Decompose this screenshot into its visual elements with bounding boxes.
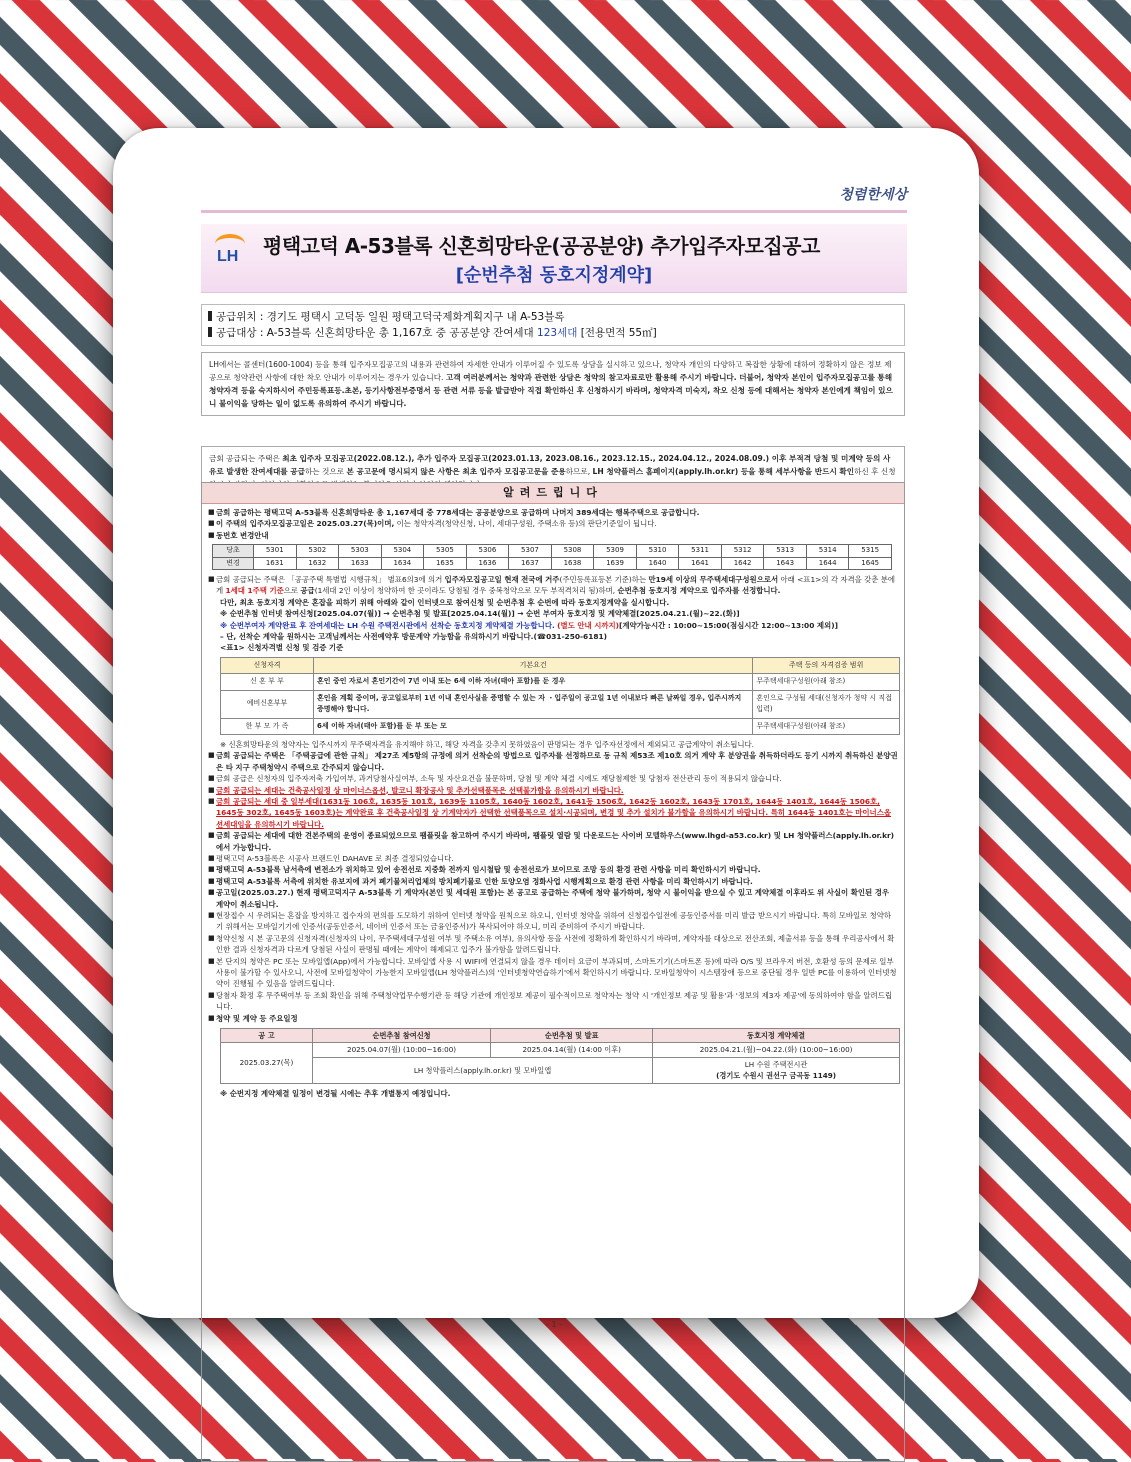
notice2-bold: 본 공고문에 명시되지 않은 사항은 최초 입주자 모집공고문을 준용 — [346, 467, 566, 476]
table-cell: 5302 — [296, 545, 339, 557]
table-cell: 5311 — [679, 545, 722, 557]
supply-target-area: [전용면적 55㎡] — [580, 327, 657, 339]
notice2-text: 금회 공급되는 주택은 — [209, 454, 280, 463]
table-header-cell: 당초 — [213, 545, 254, 557]
list-item: ■ 금회 공급되는 주택은 「공공주택 특별법 시행규칙」 별표6의3에 의거 입주자모집공고일 현재 전국에 거주(주민등록표등본 기준)하는 만19세 이상의 무주택세대구성원으로서 아래 <표1>의 각 자격을 갖춘 분에게 1세대 1주택 기준으로 공급(1세대 2인 이상이 청약하여 한 곳이라도 당첨될 경우 중복청약으로 모두 부적격처리 됨)하며, 순번추첨 동호지정 계약으로 입주자를 선정합니다. — [208, 575, 895, 596]
list-item: ■ 현장접수 시 우려되는 혼잡을 방지하고 접수자의 편의를 도모하기 위하여 인터넷 청약을 원칙으로 하오니, 인터넷 청약을 위하여 신청접수일전에 공동인증서를 미리 발급 받으시기 바랍니다. 특히 모바일로 청약하기 위해서는 모바일기기에 인증서(공동인증서, 네이버 인증서 또는 금융인증서)가 복사되어야 하오니, 미리 준비하여 주시기 바랍니다. — [208, 911, 892, 932]
table-header-cell: 주택 등의 자격검증 범위 — [753, 657, 900, 673]
notice1-text: LH에서는 콜센터(1600-1004) 등을 통해 입주자모집공고의 내용과 관련하여 자세한 안내가 이루어질 수 있도록 상담을 실시하고 있으나, 청약자 개인의 다양하고 복잡한 상황에 대하여 정확하지 않은 정보 제공으로 청약관련 사항에 대한 착오 안내가 이루어지는 경우가 있습니다. — [209, 360, 892, 382]
table-cell: 5305 — [424, 545, 467, 557]
table-cell: 1643 — [764, 557, 807, 569]
table-cell: 1641 — [679, 557, 722, 569]
table-cell: 1631 — [254, 557, 297, 569]
list-item: ■ 금회 공급은 신청자의 입주자저축 가입여부, 과거당첨사실여부, 소득 및 자산요건을 불문하며, 당첨 및 계약 체결 시에도 재당첨제한 및 당첨자 전산관리 등이 적용되지 않습니다. — [208, 774, 782, 784]
table-cell: 1645 — [849, 557, 892, 569]
consultation-notice — [201, 352, 905, 416]
table-cell: 5303 — [339, 545, 382, 557]
table-cell: 5313 — [764, 545, 807, 557]
page-subtitle: [순번추첨 동호지정계약] — [455, 265, 653, 286]
eligibility-table — [220, 657, 900, 735]
supply-location: 공급위치 : 경기도 평택시 고덕동 일원 평택고덕국제화계획지구 내 A-53블록 — [216, 311, 565, 323]
table-row: LH 청약플러스(apply.lh.or.kr) 및 모바일앱 LH 수원 주택전시관 (경기도 수원시 권선구 금곡동 1149) — [221, 1057, 900, 1083]
table-header-cell: 동호지정 계약체결 — [653, 1029, 900, 1043]
list-item: – 단, 선착순 계약을 원하시는 고객님께서는 사전예약후 방문계약 가능함을 유의하시기 바랍니다.(☎031-250-6181) — [220, 632, 607, 642]
list-item: ■ 평택고덕 A-53블록 남서측에 변전소가 위치하고 있어 송전선로 지중화 전까지 임시철탑 및 송전선로가 보이므로 조망 등의 환경 관련 사항을 미리 확인하시기 바랍니다. — [208, 865, 761, 875]
list-item: ■ 청약신청 시 본 공고문의 신청자격(신청자의 나이, 무주택세대구성원 여부 및 주택소유 여부), 유의사항 등을 사전에 정확하게 확인하시기 바라며, 계약자를 대상으로 전산조회, 제출서류 등을 통해 우리공사에서 확인한 결과 신청자격과 다르게 당첨된 사실이 판명될 때에는 계약이 해제되고 입주가 불가함을 알려드립니다. — [208, 933, 895, 955]
table-header-cell: 변경 — [213, 557, 254, 569]
supply-summary — [201, 304, 905, 346]
brand-logo: 청렴한세상 — [839, 187, 907, 203]
list-item: ■ 금회 공급하는 평택고덕 A-53블록 신혼희망타운 총 1,167세대 중 778세대는 공공분양으로 공급하며 나머지 389세대는 행복주택으로 공급합니다. — [208, 508, 700, 517]
table-cell: 1633 — [339, 557, 382, 569]
list-item: ■ 금회 공급되는 세대 중 일부세대(1631동 106호, 1635동 101호, 1639동 1105호, 1640동 1602호, 1641동 1506호, 1642동 1602호, 1643동 1701호, 1644동 1401호, 1644동 1506호, 1645동 302호, 1645동 1603호)는 계약완료 후 건축공사일정 상 기계약자가 선택한 선택품목으로 설치·시공되며, 변경 및 추가 설치가 불가함을 유의하시기 바랍니다. 특히 1644동 1401호는 마이너스옵션세대임을 유의하시기 바랍니다. — [208, 796, 891, 829]
table-header-cell: 순번추첨 및 발표 — [491, 1029, 653, 1043]
list-item: ■ 금회 공급되는 세대는 건축공사일정 상 마이너스옵션, 발코니 확장공사 및 추가선택품목은 선택불가함을 유의하시기 바랍니다. — [208, 785, 624, 795]
notice2-text: 하므로, — [565, 467, 591, 476]
table-cell: 1632 — [296, 557, 339, 569]
table-row: 한 부 모 가 족 6세 이하 자녀(태아 포함)를 둔 부 또는 모 무주택세대구성원(아래 참조) — [221, 718, 900, 734]
dong-number-table — [212, 544, 892, 570]
table-cell: 1642 — [721, 557, 764, 569]
table-cell: 1640 — [636, 557, 679, 569]
list-item: ■ 평택고덕 A-53블록 서측에 위치한 유보지에 과거 폐기물처리업체의 방치폐기물로 인한 토양오염 정화사업 시행계획으로 환경 관련 사항을 미리 확인하시기 바랍니다. — [208, 876, 753, 886]
table-cell: 5304 — [381, 545, 424, 557]
list-item: ■ 평택고덕 A-53블록은 시공사 브랜드인 DAHAVE 로 최종 결정되었습니다. — [208, 853, 454, 863]
list-item: ■ 공고일(2025.03.27.) 현재 평택고덕지구 A-53블록 기 계약자(본인 및 세대원 포함)는 본 공고로 공급하는 주택에 청약 불가하며, 청약 시 불이익을 받으실 수 있고 계약체결 이후라도 위 사실이 확인된 경우 계약이 취소됩니다. — [208, 888, 890, 909]
table-cell: 1635 — [424, 557, 467, 569]
table-row: 신 혼 부 부 혼인 중인 자로서 혼인기간이 7년 이내 또는 6세 이하 자녀(태아 포함)를 둔 경우 무주택세대구성원(아래 참조) — [221, 674, 900, 690]
table-header-cell: 기본요건 — [314, 657, 753, 673]
notice2-text: 하신 후 신청 — [854, 467, 896, 476]
table-cell: 5307 — [509, 545, 552, 557]
table-cell: 1636 — [466, 557, 509, 569]
notice2-text: 하는 것으로 — [304, 467, 345, 476]
notice2-bold: LH 청약플러스 홈페이지(apply.lh.or.kr) 등을 통해 세부사항을 반드시 확인 — [592, 467, 855, 476]
document-card — [113, 128, 979, 1329]
supply-target: 공급대상 : A-53블록 신혼희망타운 총 1,167호 중 공공분양 잔여세대 — [216, 327, 534, 339]
list-item: ※ 신혼희망타운의 청약자는 입주시까지 무주택자격을 유지해야 하고, 해당 자격을 갖추지 못하였음이 판명되는 경우 입주자선정에서 제외되고 공급계약이 취소됩니다. — [220, 739, 754, 749]
list-item: ■ 청약 및 계약 등 주요일정 — [208, 1013, 298, 1023]
supply-target-count: 123세대 — [537, 327, 578, 339]
table-header-cell: 신청자격 — [221, 657, 314, 673]
list-item: ※ 순번부여자 계약완료 후 잔여세대는 LH 수원 주택전시관에서 선착순 동호지정 계약체결 가능합니다. (별도 안내 시까지)[계약가능시간 : 10:00~15:00(점심시간 12:00~13:00 제외)] — [220, 620, 838, 630]
table-cell: 1638 — [551, 557, 594, 569]
table-cell: 5306 — [466, 545, 509, 557]
list-item: ■ 본 단지의 청약은 PC 또는 모바일앱(App)에서 가능합니다. 모바일앱 사용 시 WIFI에 연결되지 않을 경우 데이터 요금이 부과되며, 스마트기기(스마트폰 등)에 따라 O/S 및 브라우저 버전, 호환성 등의 문제로 일부 사용이 불가할 수 있사오니, 사전에 모바일청약이 가능한지 모바일앱(LH 청약플러스)의 '인터넷청약연습하기'에서 확인하시기 바랍니다. 모바일청약이 시스템장애 등으로 중단될 경우 일반 PC를 이용하여 인터넷청약이 진행될 수 있음을 알려드립니다. — [208, 956, 897, 989]
inform-heading: 알려드립니다 — [202, 483, 904, 504]
table-row: 예비신혼부부 혼인을 계획 중이며, 공고일로부터 1년 이내 혼인사실을 증명할 수 있는 자 ・입주일이 공고일 1년 이내보다 빠른 날짜일 경우, 입주시까지 증명해야 합니다. 혼인으로 구성될 세대(신청자가 청약 시 직접 입력) — [221, 690, 900, 718]
table-cell: 5309 — [594, 545, 637, 557]
table-cell: 5310 — [636, 545, 679, 557]
lh-logo-icon: LH — [211, 234, 251, 268]
table-cell: 5308 — [551, 545, 594, 557]
table-cell: 1637 — [509, 557, 552, 569]
list-item: ■ 당첨자 확정 후 무주택여부 등 조회 확인을 위해 주택청약업무수행기관 등 해당 기관에 개인정보 제공이 필수적이므로 청약자는 청약 시 '개인정보 제공 및 활용'과 '정보의 제3자 제공'에 동의하여야 함을 알려드립니다. — [208, 990, 892, 1012]
list-item: ■ 금회 공급되는 세대에 대한 견본주택의 운영이 종료되었으므로 팸플릿을 참고하여 주시기 바라며, 팸플릿 열람 및 다운로드는 사이버 모델하우스(www.lhgd-a53.co.kr) 및 LH 청약플러스(apply.lh.or.kr)에서 가능합니다. — [208, 831, 895, 852]
list-item: ■ 동번호 변경안내 — [208, 530, 269, 540]
table-cell: 5312 — [721, 545, 764, 557]
page-title: 평택고덕 A-53블록 신혼희망타운(공공분양) 추가입주자모집공고 — [263, 234, 820, 258]
list-item: ※ 순번추첨 인터넷 참여신청[2025.04.07(월)] → 순번추첨 및 발표[2025.04.14(월)] → 순번 부여자 동호지정 및 계약체결[2025.04.21.(월)~22.(화)] — [220, 609, 740, 619]
schedule-table — [220, 1028, 900, 1084]
table-row: 2025.03.27(목) 2025.04.07(월) (10:00~16:00) 2025.04.14(월) (14:00 이후) 2025.04.21.(월)~04.22.(화) (10:00~16:00) — [221, 1043, 900, 1057]
table-cell: 5301 — [254, 545, 297, 557]
notice1-bold: 고객 여러분께서는 청약과 관련한 상담은 청약의 참고자료로만 활용해 주시기 바랍니다. 더불어, 청약자 본인이 입주자모집공고를 통해 청약자격 등을 숙지하시어 주민등록표등.초본, 등기사항전부증명서 등 관련 서류 등을 발급받아 직접 확인하신 후 신청하시기 바라며, 청약자격 미숙지, 착오 신청 등에 대해서는 청약자 본인에게 책임이 있으니 불이익을 당하는 일이 없도록 유의하여 주시기 바랍니다. — [209, 373, 893, 408]
table-cell: 5314 — [806, 545, 849, 557]
table-caption: <표1> 신청자격별 신청 및 검증 기준 — [220, 643, 344, 653]
header-divider — [201, 210, 907, 213]
table-cell: 1644 — [806, 557, 849, 569]
final-note: ※ 순번지정 계약체결 일정이 변경될 시에는 추후 개별통지 예정입니다. — [220, 1088, 451, 1098]
page-number: - 1 - — [546, 1320, 562, 1329]
table-cell: 1634 — [381, 557, 424, 569]
table-cell: 5315 — [849, 545, 892, 557]
table-header-cell: 공 고 — [221, 1029, 313, 1043]
notice2-bold: 최초 입주자 모집공고(2022.08.12.), 추가 입주자 모집공고(2023.01.13, 2023.08.16., 2023.12.15., 2024.04.12., 2024.08.09.) 이후 부적격 당첨 및 미계약 등의 사유로 발생한 잔여세대를 공급 — [209, 454, 891, 476]
title-banner — [201, 224, 907, 293]
list-item: ■ 이 주택의 입주자모집공고일은 2025.03.27(목)이며, 이는 청약자격(청약신청, 나이, 세대구성원, 주택소유 등)의 판단기준일이 됩니다. — [208, 519, 657, 529]
list-item: 다만, 최초 동호지정 계약은 혼잡을 피하기 위해 아래와 같이 인터넷으로 참여신청 및 순번추첨 후 순번에 따라 동호지정계약을 실시합니다. — [220, 597, 670, 607]
list-item: ■ 금회 공급되는 주택은 「주택공급에 관한 규칙」 제27조 제5항의 규정에 의거 선착순의 방법으로 입주자를 선정하므로 동 규칙 제53조 제10호 의거 계약 후 분양권을 취득하더라도 등기 시까지 취득하신 분양권은 타 지구 주택청약시 주택으로 간주되지 않습니다. — [208, 751, 898, 772]
table-header-cell: 순번추첨 참여신청 — [312, 1029, 490, 1043]
inform-section — [201, 482, 905, 1462]
table-cell: 1639 — [594, 557, 637, 569]
